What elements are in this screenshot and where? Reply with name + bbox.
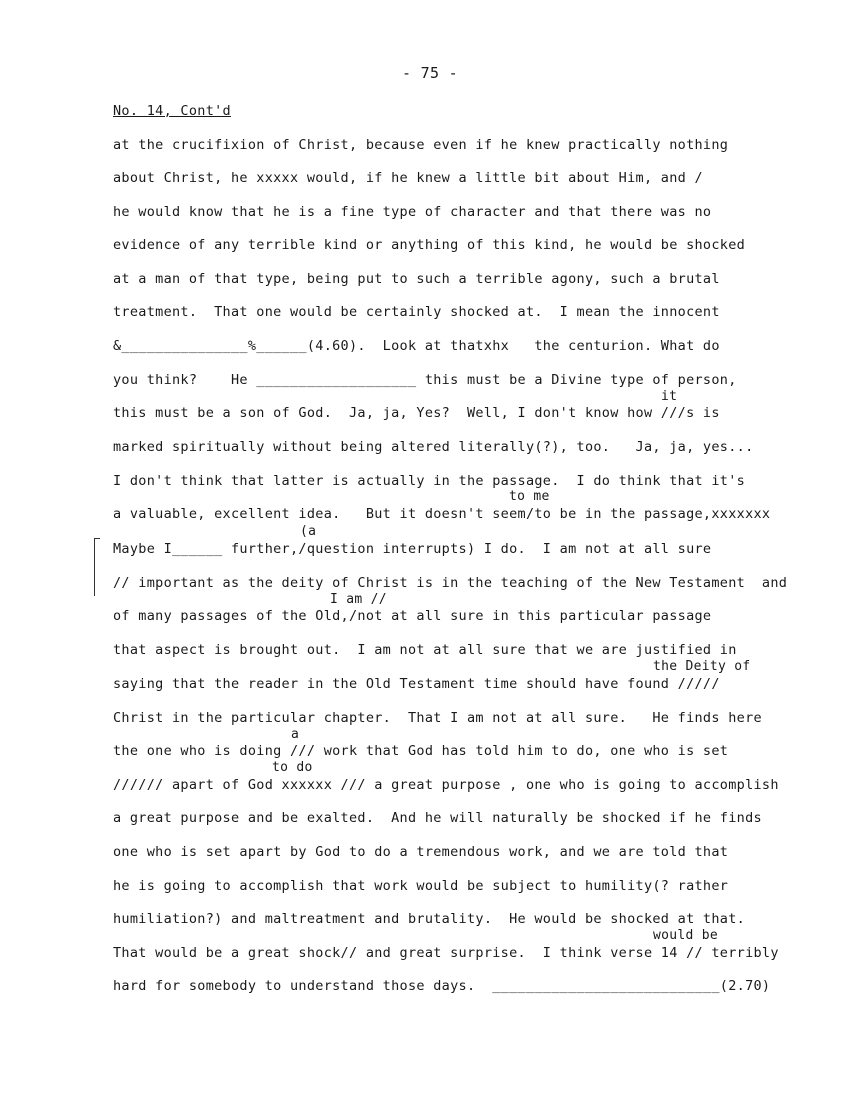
text-line: he would know that he is a fine type of character and that there was no — [113, 204, 712, 220]
margin-marker-tick — [94, 538, 100, 539]
text-line: this must be a son of God. Ja, ja, Yes? Well, I don't know how ///s is — [113, 405, 720, 421]
text-line: ////// apart of God xxxxxx /// a great purpose , one who is going to accomplish — [113, 777, 779, 793]
text-line: that aspect is brought out. I am not at all sure that we are justified in — [113, 642, 737, 658]
interlinear-insertion: the Deity of — [653, 659, 751, 674]
text-line: the one who is doing /// work that God has told him to do, one who is set — [113, 743, 729, 759]
text-line: Maybe I______ further,/question interrupts) I do. I am not at all sure — [113, 541, 712, 557]
interlinear-insertion: would be — [653, 928, 719, 943]
text-line: &_______________%______(4.60). Look at thatxhx the centurion. What do — [113, 338, 720, 354]
text-line: a valuable, excellent idea. But it doesn't seem/to be in the passage,xxxxxxx — [113, 506, 771, 522]
text-line: you think? He ___________________ this must be a Divine type of person, — [113, 372, 737, 388]
interlinear-insertion: it — [661, 389, 678, 404]
text-line: one who is set apart by God to do a tremendous work, and we are told that — [113, 844, 729, 860]
interlinear-insertion: a — [291, 727, 300, 742]
text-line: hard for somebody to understand those days. ___________________________(2.70) — [113, 978, 771, 994]
interlinear-insertion: I am // — [330, 592, 387, 607]
page-number: - 75 - — [402, 64, 458, 82]
interlinear-insertion: to do — [272, 760, 313, 775]
interlinear-insertion: (a — [300, 524, 317, 539]
text-line: That would be a great shock// and great surprise. I think verse 14 // terribly — [113, 945, 779, 961]
text-line: at a man of that type, being put to such a terrible agony, such a brutal — [113, 271, 720, 287]
text-line: treatment. That one would be certainly shocked at. I mean the innocent — [113, 304, 720, 320]
text-line: of many passages of the Old,/not at all sure in this particular passage — [113, 608, 712, 624]
text-line: about Christ, he xxxxx would, if he knew a little bit about Him, and / — [113, 170, 703, 186]
section-header: No. 14, Cont'd — [113, 103, 231, 119]
text-line: humiliation?) and maltreatment and brutality. He would be shocked at that. — [113, 911, 746, 927]
text-line: marked spiritually without being altered literally(?), too. Ja, ja, yes... — [113, 439, 754, 455]
text-line: a great purpose and be exalted. And he will naturally be shocked if he finds — [113, 810, 762, 826]
text-line: evidence of any terrible kind or anything of this kind, he would be shocked — [113, 237, 746, 253]
text-line: he is going to accomplish that work would be subject to humility(? rather — [113, 878, 729, 894]
text-line: saying that the reader in the Old Testament time should have found ///// — [113, 676, 720, 692]
text-line: I don't think that latter is actually in the passage. I do think that it's — [113, 473, 746, 489]
text-line: at the crucifixion of Christ, because even if he knew practically nothing — [113, 137, 729, 153]
text-line: // important as the deity of Christ is in the teaching of the New Testament and — [113, 575, 788, 591]
text-line: Christ in the particular chapter. That I am not at all sure. He finds here — [113, 710, 762, 726]
margin-marker — [94, 538, 95, 596]
interlinear-insertion: to me — [509, 489, 550, 504]
